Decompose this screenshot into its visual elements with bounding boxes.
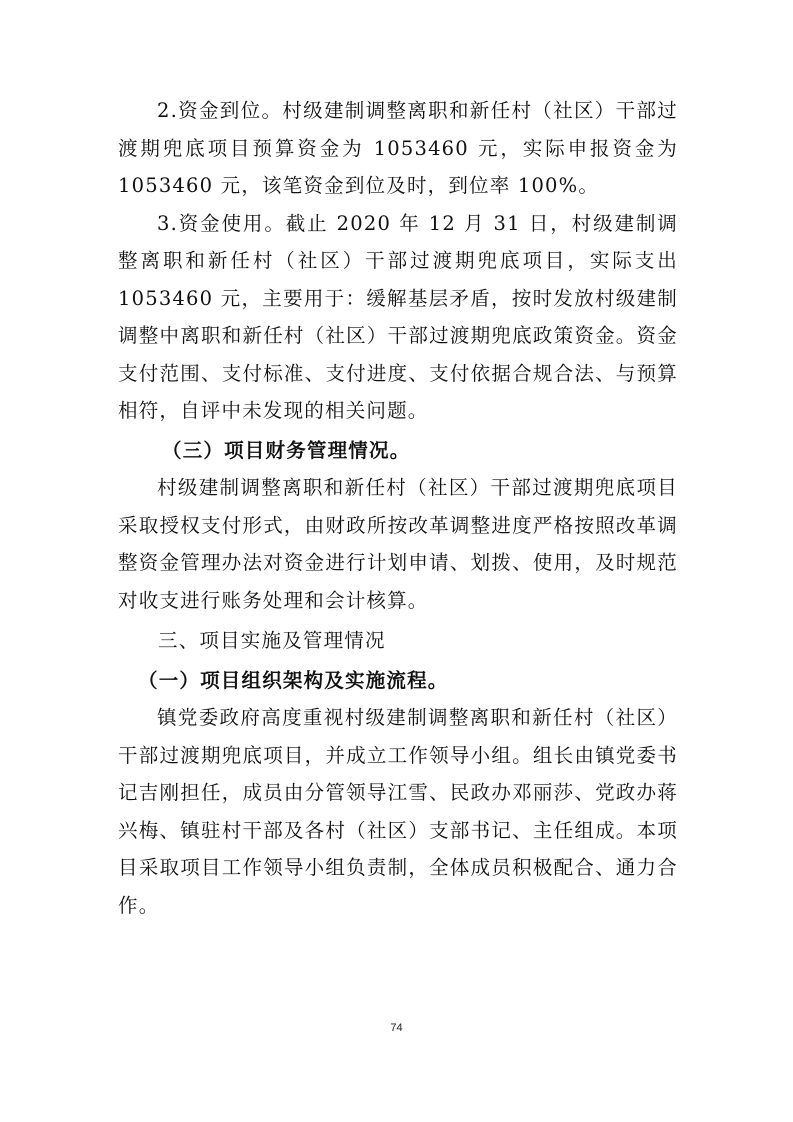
heading-implementation-management: 三、项目实施及管理情况 (158, 629, 386, 652)
paragraph-funds-arrival: 2.资金到位。村级建制调整离职和新任村（社区）干部过渡期兜底项目预算资金为 1053460 元，实际申报资金为 1053460 元，该笔资金到位及时，到位率 100%。 (118, 99, 678, 197)
paragraph-funds-usage: 3.资金使用。截止 2020 年 12 月 31 日，村级建制调整离职和新任村（社区）干部过渡期兜底项目，实际支出 1053460 元，主要用于：缓解基层矛盾，按时发放村级建制调整中离职和新任村（社区）干部过渡期兜底政策资金。资金支付范围、支付标准、支付进度、支付依据合规合法、与预算相符，自评中未发现的相关问题。 (118, 211, 678, 422)
heading-financial-management: （三）项目财务管理情况。 (162, 438, 411, 462)
page-number: 74 (390, 1022, 403, 1034)
heading-organization-structure: （一）项目组织架构及实施流程。 (138, 668, 449, 692)
paragraph-financial-management: 村级建制调整离职和新任村（社区）干部过渡期兜底项目采取授权支付形式，由财政所按改革调整进度严格按照改革调整资金管理办法对资金进行计划申请、划拨、使用，及时规范对收支进行账务处理和会计核算。 (118, 476, 678, 612)
document-page (118, 92, 678, 924)
paragraph-organization-structure: 镇党委政府高度重视村级建制调整离职和新任村（社区）干部过渡期兜底项目，并成立工作领导小组。组长由镇党委书记吉刚担任，成员由分管领导江雪、民政办邓丽莎、党政办蒋兴梅、镇驻村干部及各村（社区）支部书记、主任组成。本项目采取项目工作领导小组负责制，全体成员积极配合、通力合作。 (118, 706, 678, 917)
